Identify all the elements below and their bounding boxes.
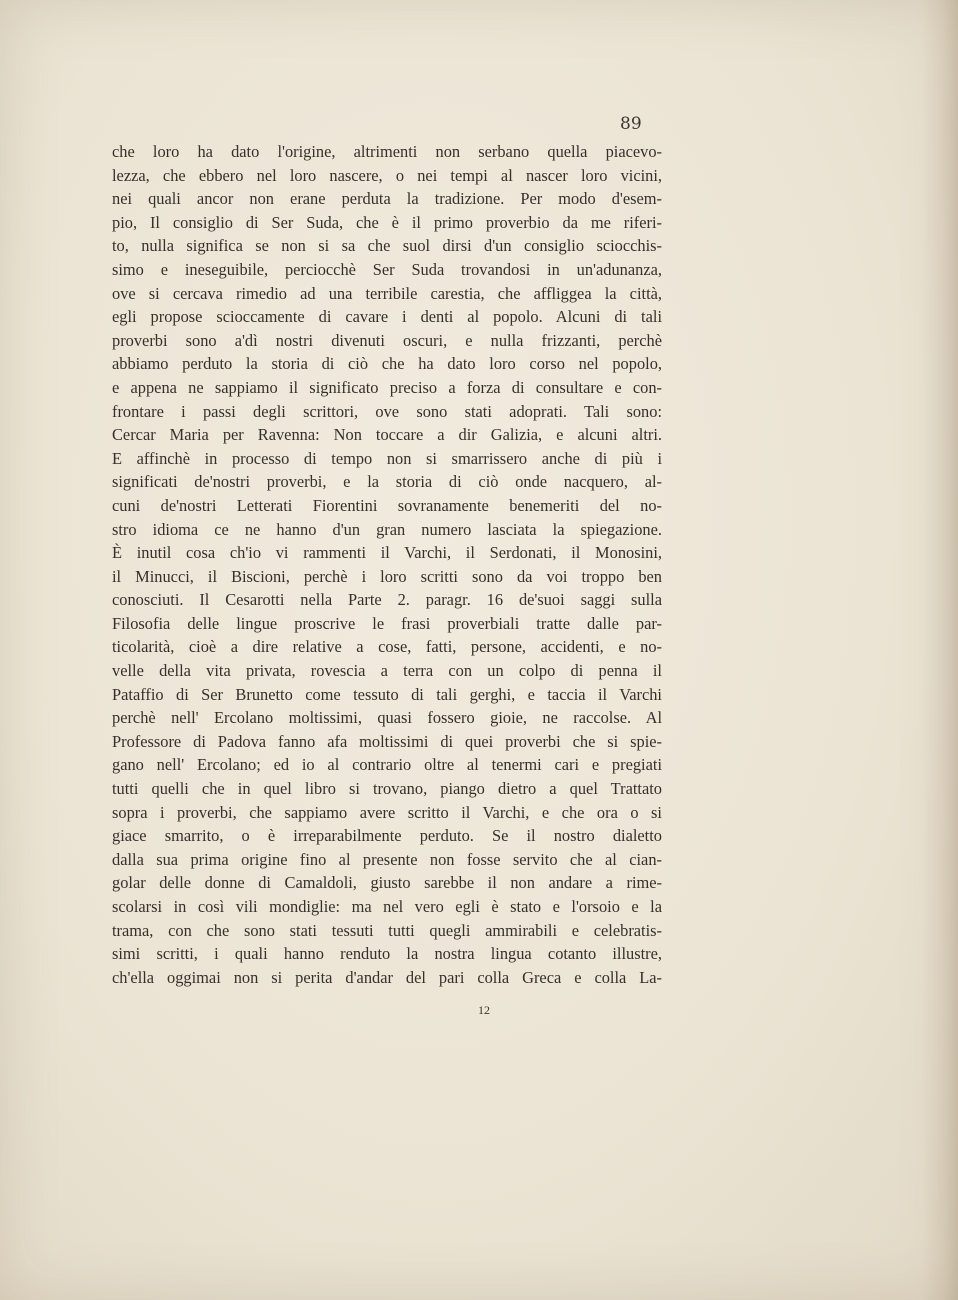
text-line: simo e ineseguibile, perciocchè Ser Suda trovandosi in un'adunanza,: [112, 259, 662, 279]
text-line: e appena ne sappiamo il significato preciso a forza di consultare e con-: [112, 377, 662, 397]
text-line: ticolarità, cioè a dire relative a cose, fatti, persone, accidenti, e no-: [112, 637, 662, 657]
text-line: ch'ella oggimai non si perita d'andar del pari colla Greca e colla La-: [112, 967, 662, 987]
text-line: Pataffio di Ser Brunetto come tessuto di tali gerghi, e taccia il Varchi: [112, 684, 662, 704]
body-text: [112, 140, 662, 989]
text-line: simi scritti, i quali hanno renduto la nostra lingua cotanto illustre,: [112, 944, 662, 964]
text-line: stro idioma ce ne hanno d'un gran numero lasciata la spiegazione.: [112, 519, 662, 539]
text-line: proverbi sono a'dì nostri divenuti oscuri, e nulla frizzanti, perchè: [112, 330, 662, 350]
text-line: egli propose scioccamente di cavare i denti al popolo. Alcuni di tali: [112, 307, 662, 327]
text-line: scolarsi in così vili mondiglie: ma nel vero egli è stato e l'orsoio e la: [112, 897, 662, 916]
text-line: to, nulla significa se non si sa che suol dirsi d'un consiglio sciocchis-: [112, 236, 662, 256]
text-line: frontare i passi degli scrittori, ove sono stati adoprati. Tali sono:: [112, 401, 662, 421]
text-line: dalla sua prima origine fino al presente non fosse servito che al cian-: [112, 849, 662, 869]
text-line: che loro ha dato l'origine, altrimenti non serbano quella piacevo-: [112, 142, 662, 161]
text-line: conosciuti. Il Cesarotti nella Parte 2. paragr. 16 de'suoi saggi sulla: [112, 590, 662, 610]
text-line: Professore di Padova fanno afa moltissimi di quei proverbi che si spie-: [112, 731, 662, 751]
text-line: ove si cercava rimedio ad una terribile carestia, che affliggea la città,: [112, 283, 662, 303]
text-line: E affinchè in processo di tempo non si smarrissero anche di più i: [112, 448, 662, 468]
text-line: È inutil cosa ch'io vi rammenti il Varchi, il Serdonati, il Monosini,: [112, 543, 662, 563]
text-line: nei quali ancor non erane perduta la tradizione. Per modo d'esem-: [112, 189, 662, 209]
text-line: sopra i proverbi, che sappiamo avere scritto il Varchi, e che ora o si: [112, 802, 662, 822]
text-line: trama, con che sono stati tessuti tutti quegli ammirabili e celebratis-: [112, 920, 662, 940]
text-line: Cercar Maria per Ravenna: Non toccare a dir Galizia, e alcuni altri.: [112, 425, 662, 445]
text-line: cuni de'nostri Letterati Fiorentini sovranamente benemeriti del no-: [112, 495, 662, 515]
text-line: significati de'nostri proverbi, e la storia di ciò onde nacquero, al-: [112, 472, 662, 492]
text-line: lezza, che ebbero nel loro nascere, o nei tempi al nascer loro vicini,: [112, 165, 662, 185]
text-line: tutti quelli che in quel libro si trovano, piango dietro a quel Trattato: [112, 779, 662, 799]
text-line: il Minucci, il Biscioni, perchè i loro scritti sono da voi troppo ben: [112, 566, 662, 586]
text-line: giace smarrito, o è irreparabilmente perduto. Se il nostro dialetto: [112, 826, 662, 846]
text-line: gano nell' Ercolano; ed io al contrario oltre al tenermi cari e pregiati: [112, 755, 662, 775]
signature-mark: 12: [478, 1003, 490, 1017]
text-line: pio, Il consiglio di Ser Suda, che è il primo proverbio da me riferi-: [112, 212, 662, 232]
text-line: velle della vita privata, rovescia a terra con un colpo di penna il: [112, 661, 662, 681]
page-number: 89: [620, 114, 642, 134]
text-line: perchè nell' Ercolano moltissimi, quasi fossero gioie, ne raccolse. Al: [112, 708, 662, 728]
text-line: abbiamo perduto la storia di ciò che ha dato loro corso nel popolo,: [112, 354, 662, 374]
text-line: golar delle donne di Camaldoli, giusto sarebbe il non andare a rime-: [112, 873, 662, 893]
page-edge-shadow: [922, 0, 958, 1300]
text-line: Filosofia delle lingue proscrive le frasi proverbiali tratte dalle par-: [112, 613, 662, 633]
